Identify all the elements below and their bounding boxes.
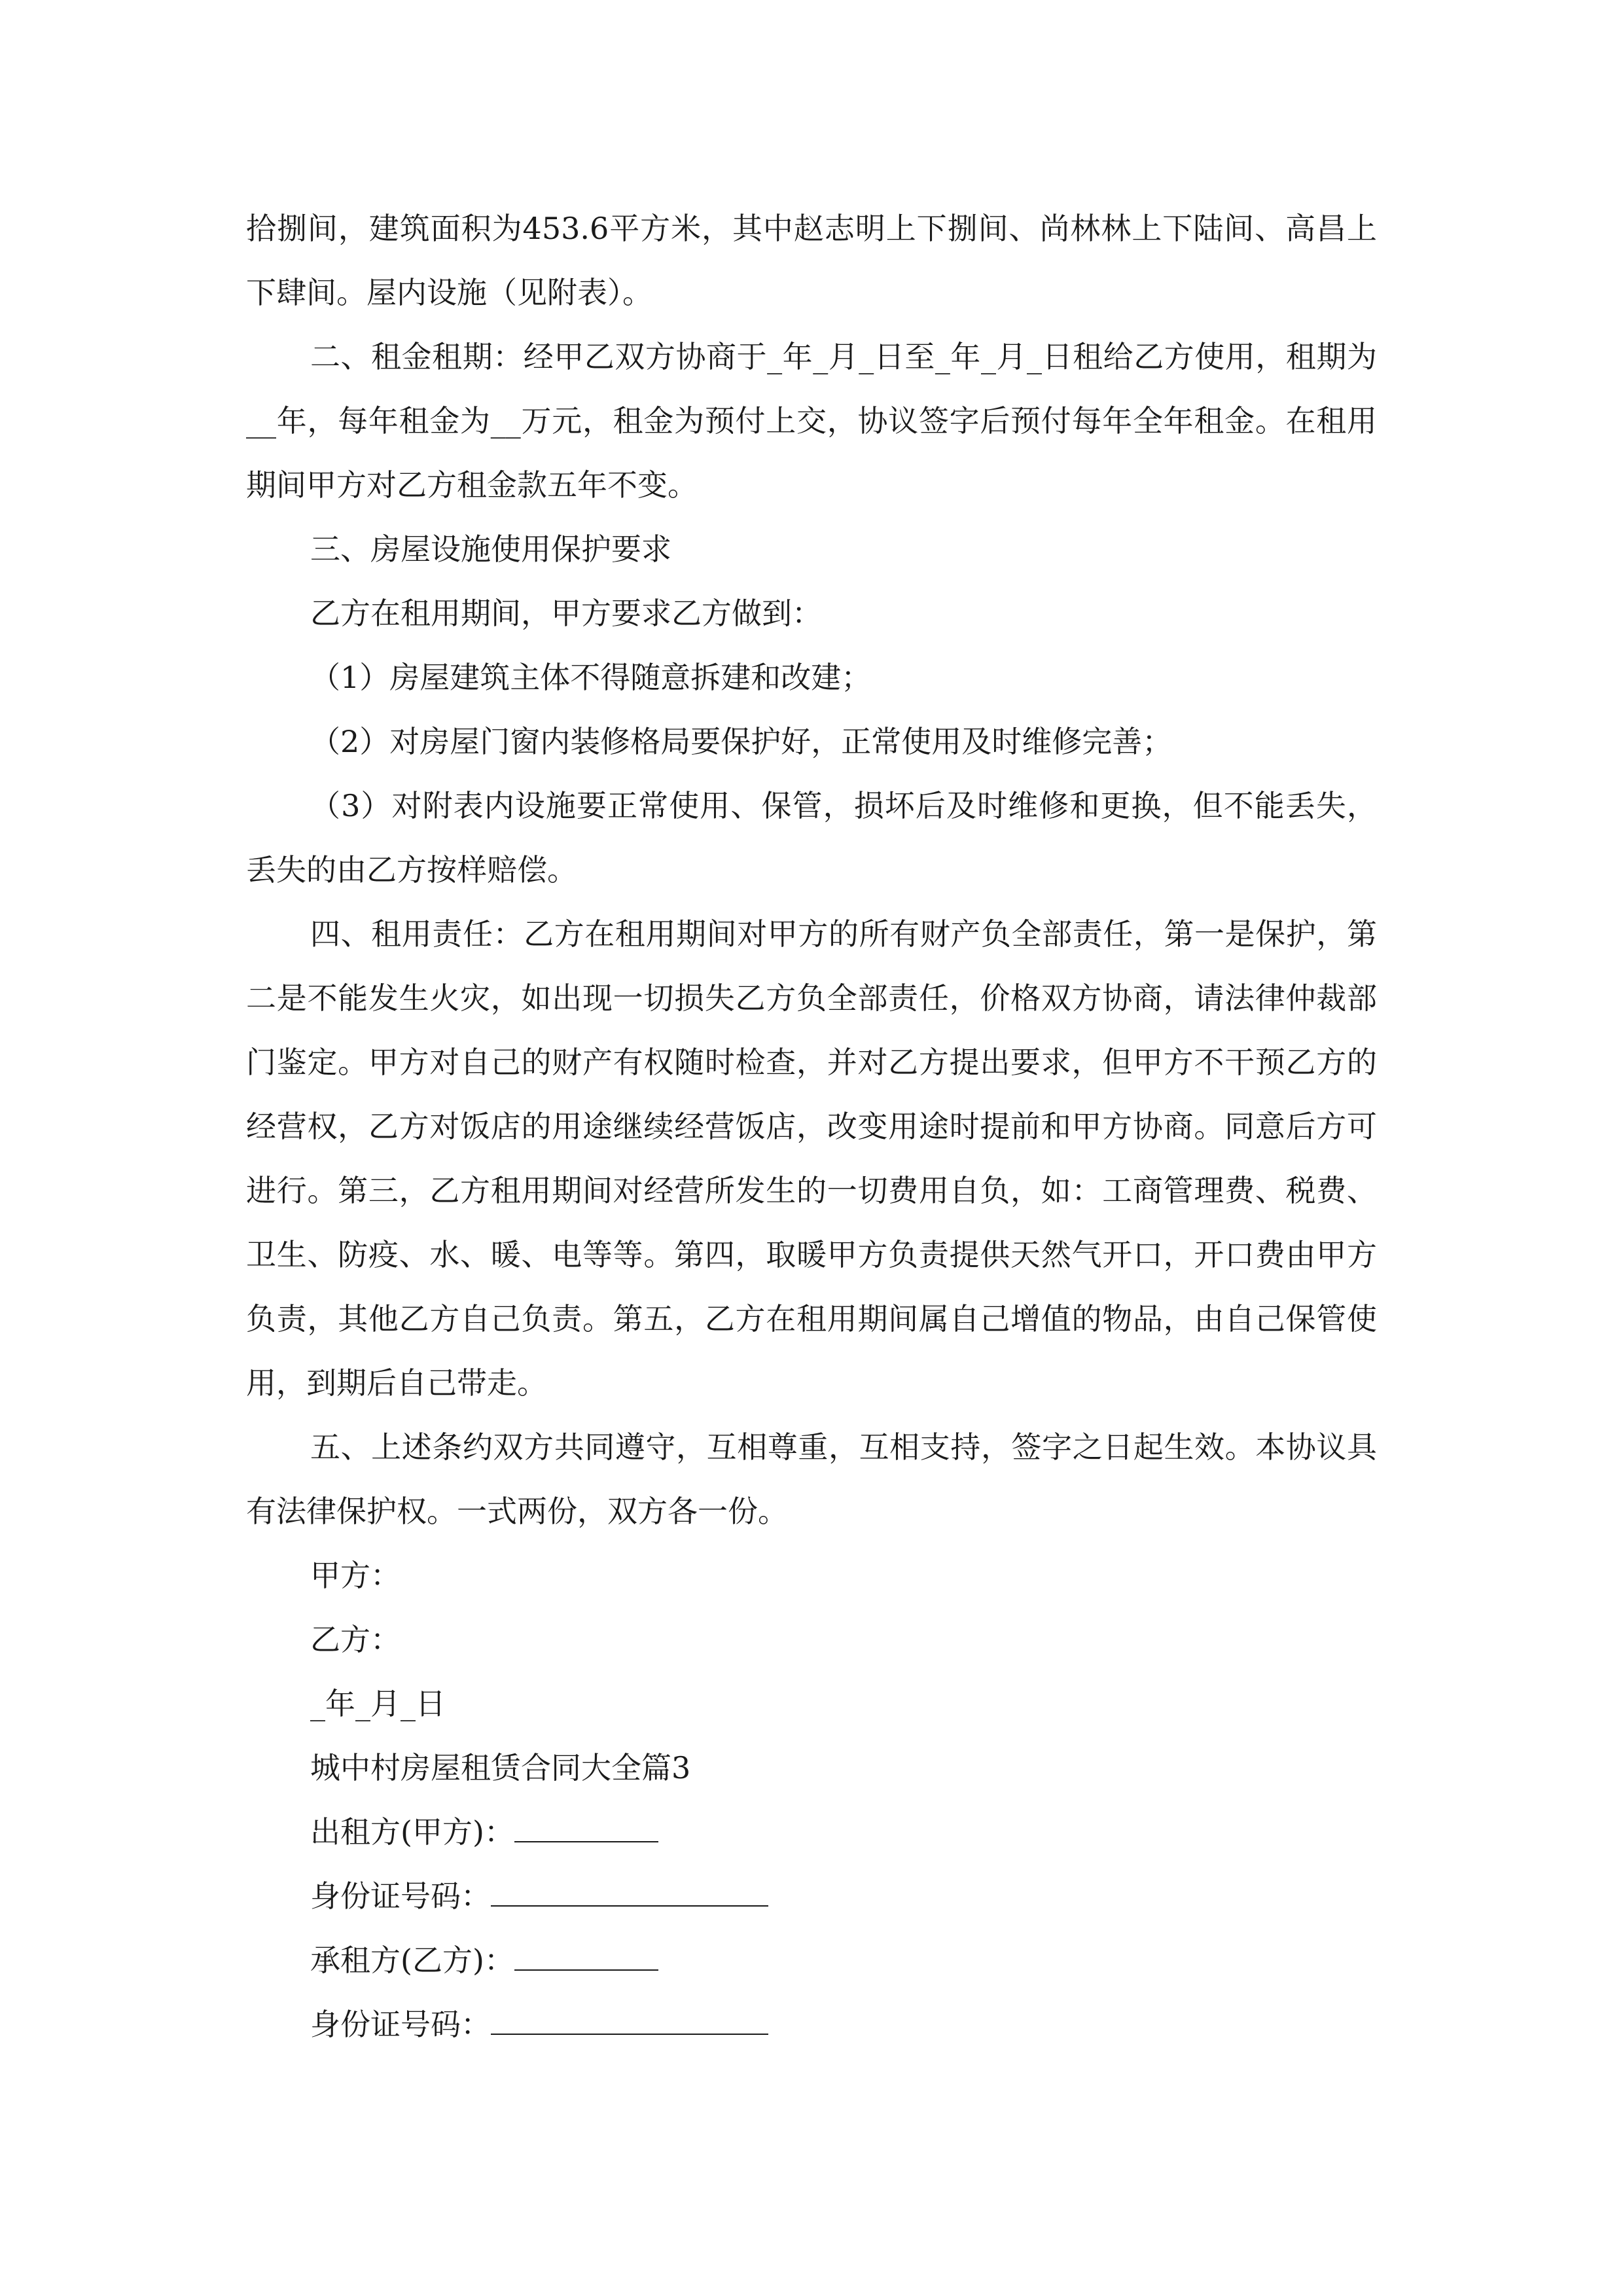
lessee-blank: [514, 1943, 658, 1971]
paragraph-responsibility: 四、租用责任：乙方在租用期间对甲方的所有财产负全部责任，第一是保护，第二是不能发生火灾，如出现一切损失乙方负全部责任，价格双方协商，请法律仲裁部门鉴定。甲方对自己的财产有权随时检查，并对乙方提出要求，但甲方不干预乙方的经营权，乙方对饭店的用途继续经营饭店，改变用途时提前和甲方协商。同意后方可进行。第三，乙方租用期间对经营所发生的一切费用自负，如：工商管理费、税费、卫生、防疫、水、暖、电等等。第四，取暖甲方负责提供天然气开口，开口费由甲方负责，其他乙方自己负责。第五，乙方在租用期间属自己增值的物品，由自己保管使用，到期后自己带走。: [246, 916, 1377, 1401]
lessor-blank: [514, 1815, 658, 1842]
paragraph-rent-term: 二、租金租期：经甲乙双方协商于_年_月_日至_年_月_日租给乙方使用，租期为__年，每年租金为__万元，租金为预付上交，协议签字后预付每年全年租金。在租用期间甲方对乙方租金款五年不变。: [246, 339, 1377, 503]
signature-party-b: 乙方：: [310, 1622, 401, 1657]
lessor-field: [246, 1800, 1377, 1864]
paragraph-premises: 拾捌间，建筑面积为453.6平方米，其中赵志明上下捌间、尚林林上下陆间、高昌上下肆间。屋内设施（见附表）。: [246, 211, 1377, 310]
lessee-id-field: [246, 1992, 1377, 2056]
lessor-label: 出租方(甲方)：: [310, 1814, 514, 1850]
signature-party-a: 甲方：: [310, 1558, 401, 1593]
lessee-id-blank: [491, 2007, 768, 2035]
signature-date: _年_月_日: [310, 1686, 446, 1721]
paragraph-requirements-intro: 乙方在租用期间，甲方要求乙方做到：: [310, 596, 822, 631]
lessor-id-blank: [491, 1879, 768, 1907]
list-item-2: （2）对房屋门窗内装修格局要保护好，正常使用及时维修完善；: [310, 724, 1173, 759]
paragraph-effectiveness: 五、上述条约双方共同遵守，互相尊重，互相支持，签字之日起生效。本协议具有法律保护权。一式两份，双方各一份。: [246, 1429, 1377, 1529]
list-item-1: （1）房屋建筑主体不得随意拆建和改建；: [310, 660, 872, 695]
list-item-3: （3）对附表内设施要正常使用、保管，损坏后及时维修和更换，但不能丢失，丢失的由乙方按样赔偿。: [246, 788, 1377, 888]
lessee-label: 承租方(乙方)：: [310, 1943, 514, 1978]
lessor-id-label: 身份证号码：: [310, 1878, 491, 1914]
lessee-field: [246, 1928, 1377, 1992]
lessee-id-label: 身份证号码：: [310, 2007, 491, 2042]
section-title: 城中村房屋租赁合同大全篇3: [310, 1750, 691, 1785]
lessor-id-field: [246, 1864, 1377, 1928]
document-body: [246, 196, 1377, 2056]
heading-facility-protection: 三、房屋设施使用保护要求: [310, 531, 671, 567]
